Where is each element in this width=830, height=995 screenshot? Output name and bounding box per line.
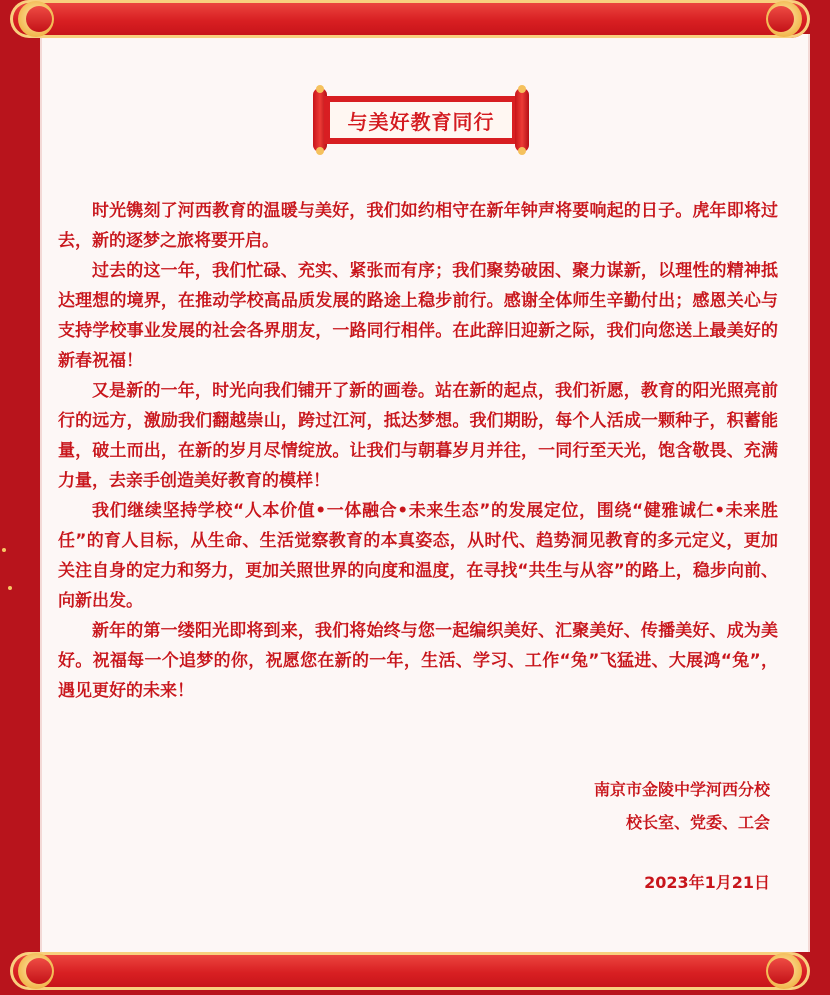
- title-banner: [313, 88, 529, 152]
- paragraph: 新年的第一缕阳光即将到来，我们将始终与您一起编织美好、汇聚美好、传播美好、成为美好。祝福每一个追梦的你，祝愿您在新的一年，生活、学习、工作“兔”飞猛进、大展鸿“兔”，遇见更好的未来！: [58, 621, 778, 701]
- scroll-end-icon: [18, 953, 54, 989]
- title-frame: [324, 96, 518, 144]
- paragraph: 我们继续坚持学校“人本价值•一体融合•未来生态”的发展定位，围绕“健雅诚仁•未来胜任”的育人目标，从生命、生活觉察教育的本真姿态，从时代、趋势洞见教育的多元定义，更加关注自身的定力和努力，更加关照世界的向度和温度，在寻找“共生与从容”的路上，稳步向前、向新出发。: [58, 501, 778, 611]
- signature-school: 南京市金陵中学河西分校: [593, 780, 770, 799]
- signature-date: 2023年1月21日: [644, 873, 770, 892]
- sparkle-decoration: [8, 586, 12, 590]
- bottom-scroll-rod: [10, 952, 810, 990]
- sparkle-decoration: [2, 548, 6, 552]
- paragraph: 又是新的一年，时光向我们铺开了新的画卷。站在新的起点，我们祈愿，教育的阳光照亮前行的远方，激励我们翻越崇山，跨过江河，抵达梦想。我们期盼，每个人活成一颗种子，积蓄能量，破土而出，在新的岁月尽情绽放。让我们与朝暮岁月并往，一同行至天光，饱含敬畏、充满力量，去亲手创造美好教育的模样！: [58, 381, 778, 491]
- paragraph: 过去的这一年，我们忙碌、充实、紧张而有序；我们聚势破困、聚力谋新，以理性的精神抵达理想的境界，在推动学校高品质发展的路途上稳步前行。感谢全体师生辛勤付出；感恩关心与支持学校事业发展的社会各界朋友，一路同行相伴。在此辞旧迎新之际，我们向您送上最美好的新春祝福！: [58, 261, 778, 371]
- page-title: 与美好教育同行: [330, 102, 512, 138]
- top-scroll-rod: [10, 0, 810, 38]
- banner-rod-icon: [515, 88, 529, 152]
- scroll-end-icon: [766, 1, 802, 37]
- scroll-end-icon: [18, 1, 54, 37]
- paragraph: 时光镌刻了河西教育的温暖与美好，我们如约相守在新年钟声将要响起的日子。虎年即将过去，新的逐梦之旅将要开启。: [58, 201, 778, 251]
- letter-body: [58, 196, 778, 706]
- scroll-end-icon: [766, 953, 802, 989]
- signature-offices: 校长室、党委、工会: [625, 813, 770, 832]
